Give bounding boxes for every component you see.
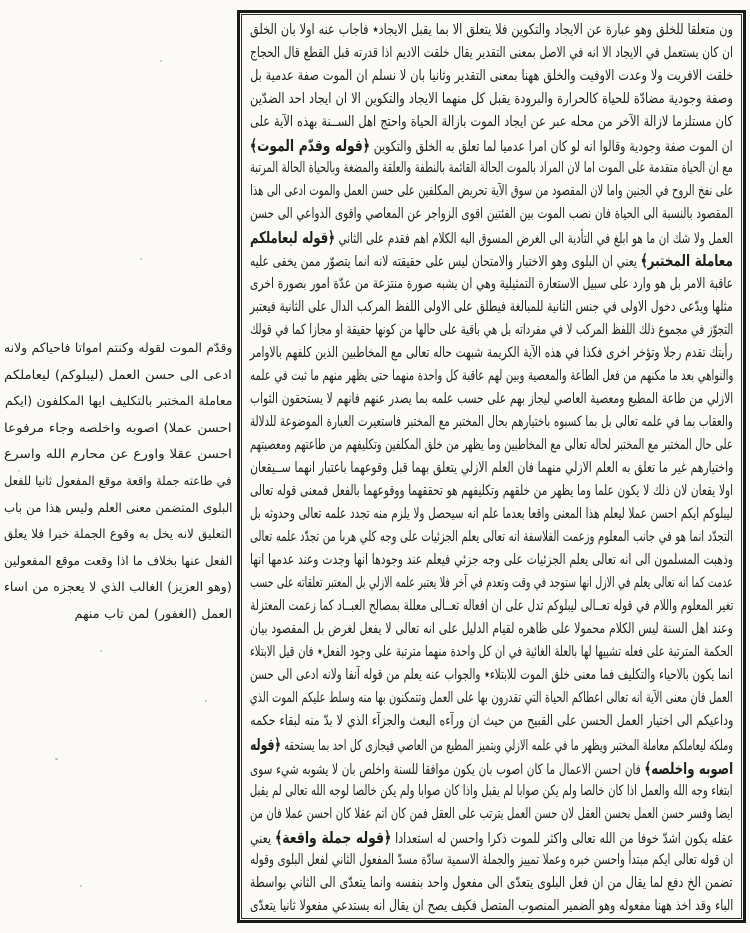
text-line (250, 157, 733, 180)
text-segment: وداعيكم الى اختيار العمل الحسن على القبيح من حيث ان ورآءه البعث والجزآء الذي لا بدّ منه لبقاء حكمه (249, 713, 733, 730)
text-segment: التجدّد انما هو في جانب المعلوم وزعمت الفلاسفة انه تعالى يعلم الجزئيات على وجه كلي هربا من تجدّد علمه تعالى (250, 529, 733, 546)
text-line (250, 342, 733, 365)
text-segment: عدمت كما انه تعالى يعلم في الازل انها ستوجد في وقت وتعدم في آخر فلا يعتبر علمه الازلي بل المعتبر تعلقاته على حسب (250, 575, 733, 592)
text-segment: العمل (الغفور) لمن تاب منهم (74, 606, 232, 622)
text-segment: الازلي من طاعة المطيع ومعصية العاصي ليجاز بهم على حسب علمه بما يصدر عنهم فانهم لا يستحقون الثواب (249, 390, 733, 407)
section-marker: ﴿قوله ليعاملكم (249, 228, 335, 248)
text-segment: الفعل عنها بخلاف ما اذا وقعت موقع المفعولين (3, 553, 232, 569)
text-segment: الحكمة المترتبة على فعله تشبيها لها بالعلة الغائية في ان كل واحدة منهما مترتبة على وجود الفعل٭ فان قيل الابتلاء (250, 644, 733, 661)
text-line (250, 687, 733, 710)
text-line (250, 88, 733, 111)
text-segment: مع ان الحياة متقدمة على الموت اما لان المراد بالموت الحالة القائمة بالنطفة والعلقة والمضغة وبالحياة الحالة المرتبة (250, 160, 733, 177)
text-line (250, 226, 733, 249)
text-segment: والنواهي بعد ما مكنهم من فعل الطاعة والمعصية وبين لهم عاقبة كل واحدة منهما حتى يظهر منهم ما ثبت في علمه (249, 367, 733, 384)
text-line (250, 65, 733, 88)
text-segment: وصفة وجودية مضادّة للحياة كالحرارة والبرودة يقبل كل منهما الايجاد والتكوين الا ان ايجاد احد الضدّين (250, 91, 733, 108)
text-line (250, 572, 733, 595)
text-line (250, 618, 733, 641)
text-segment: العمل فان معنى الآية انه تعالى اعطاكم الحياة التي تقدرون بها على العمل وتتمكنون بها منه وسلط عليكم الموت الذي (250, 690, 733, 707)
text-frame-outer-border (237, 10, 746, 923)
text-line (250, 19, 733, 42)
text-segment: البلوى المتضمن معنى العلم وليس هذا من باب (3, 500, 232, 516)
section-marker: ﴿قوله (250, 735, 281, 755)
text-line (250, 780, 733, 803)
text-segment: عاقبة الامر بل هو وارد على سبيل الاستعارة التمثيلية وهي ان يشبه صورة منتزعة من عدّة امور بصورة اخرى (249, 275, 733, 292)
text-segment: ان الموت صفة وجودية وقالوا انه لو كان امرا عدميا لما تعلق به الخلق والتكوين (370, 139, 733, 156)
text-line (250, 42, 733, 65)
text-line (250, 849, 733, 872)
text-line (250, 895, 733, 918)
text-segment: ابتغاء وجه الله والعمل اذا كان خالصا ولم يكن صوابا لم يقبل واذا كان صوابا ولم يكن خالصا لوجه الله تعالى لم يقبل (250, 782, 733, 799)
text-segment: وعند اهل السنة ليس الكلام محمولا على ظاهره لقيام الدليل على انه تعالى لا يفعل لغرض بل المقصود بيان (250, 621, 733, 638)
text-line (250, 480, 733, 503)
text-line (250, 411, 733, 434)
text-line (250, 203, 733, 226)
text-line (4, 549, 232, 576)
text-segment: انما يكون بالاحياء والتكليف فما معنى خلق الموت للابتلاء٭ والجواب عنه يعلم من قوله آنفا ولانه ادعى الى حسن (249, 667, 733, 684)
text-line (250, 664, 733, 687)
text-line (250, 434, 733, 457)
text-segment: على نفخ الروح في الجنين واما لان المقصود من سوق الآية تحريض المكلفين على حسن العمل والموت ادعى الى هذا (249, 183, 733, 200)
text-segment: مثلها ويدّعى دخول الاولى في جنس الثانية للمبالغة فيطلق على الاولى اللفظ المركب الدال على الثانية فيعتبر (250, 298, 733, 315)
text-line (250, 457, 733, 480)
text-segment: فان احسن الاعمال ما كان اصوب بان يكون موافقا للسنة واخلص بان لا يشوبه شيء سوى (249, 761, 645, 778)
text-segment: تغير المعلوم واللام في قوله تعــالى ليبلوكم تدل على ان افعاله تعــالى معللة بمصالح العبــاد كما زعمت المعتزلة (249, 598, 733, 615)
text-segment: التعليق لانه يخل به وقوع الجملة خبرا فلا يعلق (4, 527, 232, 543)
text-segment: وملكه ليعاملكم معاملة المختبر ويظهر ما في علمه الازلي ويتميز المطيع من العاصي فيجازى كل احد بما يستحقه (280, 738, 733, 755)
text-segment: تضمن الخ دفع لما يقال من ان فعل البلوى يتعدّى الى مفعول واحد بنفسه وانما يتعدّى الى الثاني بواسطة (250, 874, 733, 891)
text-line (4, 442, 232, 469)
text-segment: والعقاب بما في علمه تعالى بل بما كسبوه باختيارهم بحال المختبر مع المختبر فاستعيرت العبارة الموضوعة للدلالة (250, 413, 733, 430)
section-marker: ﴿قوله وقدّم الموت﴾ (250, 136, 371, 156)
text-line (250, 319, 733, 342)
text-line (250, 111, 733, 134)
text-line (250, 549, 733, 572)
text-segment: التجوّز في مجموع ذلك اللفظ المركب لا في مفرداته بل هي باقية على حالها من كونها حقيقة او مجازا كما في قولك (249, 321, 733, 338)
text-line (250, 249, 733, 272)
text-segment: وذهبت المسلمون الى انه تعالى يعلم الجزئيات على وجه جزئي فيعلم عند وجودها انها وجدت وعند عدمها انها (250, 552, 733, 569)
text-line (250, 180, 733, 203)
text-segment: يعني ان البلوى وهو الاختبار والامتحان ليس على حقيقته لانه انما يتصوّر ممن يخفى عليه (250, 254, 641, 271)
text-line (4, 496, 232, 523)
text-segment: كان مستلزما لازالة الآخر من محله عبر عن ايجاد الموت بازالة الحياة واحتج اهل الســنة بهذه الآية على (250, 114, 733, 131)
text-line (4, 389, 232, 416)
text-line (250, 526, 733, 549)
text-segment: اولا يقعان لان ذلك لا يكون علما وما يظهر من خلقهم وتكليفهم هو تحققهما ووقوعهما بالفعل فمعنى قوله تعالى (250, 482, 733, 499)
text-line (250, 273, 733, 296)
text-line (250, 757, 733, 780)
section-marker: معاملة المختبر﴾ (640, 251, 733, 271)
text-line (4, 336, 232, 363)
section-marker: ﴿قوله جملة واقعة﴾ (274, 827, 391, 847)
text-line (250, 872, 733, 895)
section-marker: اصوبه واخلصه﴾ (644, 758, 733, 778)
text-segment: ليبلوكم ايكم احسن عملا ليعلم هذا المعنى واقعا بعدما علم انه سيحصل ولا يلزم منه تجدد علمه تعالى وحدوثه بل (250, 505, 733, 522)
text-line (250, 710, 733, 733)
text-line (250, 595, 733, 618)
text-line (4, 363, 232, 390)
text-line (250, 365, 733, 388)
text-segment: الباء وقد اخذ ههنا مفعوله وهو الضمير المنصوب المتصل فكيف يصح ان يقال انه يستدعي مفعولا ثانيا يتعدّى (249, 897, 733, 914)
text-segment: واختيارهم غير ما تعلق به العلم الازلي منهما فان العلم الازلي يتعلق بهما قبل وقوعهما باعتبار انهما ســيقعان (249, 459, 733, 476)
text-line (250, 503, 733, 526)
text-line (4, 522, 232, 549)
text-segment: ان قوله تعالى ايكم مبتدأ واحسن خبره وعملا تمييز والجملة الاسمية سادّة مسدّ المفعول الثاني لفعل البلوى وقوله (249, 851, 733, 868)
text-segment: العمل ولا شك ان ما هو ابلغ في التأدية الى الغرض المسوق اليه الكلام اهم فقدم على الثاني (334, 231, 733, 248)
text-line (250, 134, 733, 157)
text-segment: على حال المختبر مع المختبر لحاله تعالى مع المخاطبين وما يظهر من خلق المكلفين وتكليفهم من طاعتهم ومعصيتهم (250, 436, 733, 453)
text-segment: وقدّم الموت لقوله وكنتم امواتا فاحياكم ولانه (3, 341, 232, 356)
text-line (250, 826, 733, 849)
text-segment: عقله يكون اشدّ خوفا من الله تعالى واكثر للموت ذكرا واحسن له استعدادا (390, 830, 733, 847)
text-segment: معاملة المختبر بالتكليف ايها المكلفون (ايكم (4, 394, 232, 410)
text-line (4, 575, 232, 602)
text-segment: ايضا وفسر حسن العمل بحسن العقل لان حسن العمل يترتب على العقل فمن كان اتم عقلا كان احسن عملا فان من (250, 805, 733, 822)
text-segment: (وهو العزيز) الغالب الذي لا يعجزه من اساء (4, 580, 232, 596)
text-line (250, 296, 733, 319)
text-line (4, 602, 232, 629)
text-line (4, 416, 232, 443)
text-line (4, 469, 232, 496)
main-text (242, 15, 741, 918)
margin-note (4, 336, 232, 629)
text-line (250, 803, 733, 826)
text-segment: ادعى الى حسن العمل (ليبلوكم) ليعاملكم (4, 367, 232, 383)
text-segment: رأيتك تقدم رجلا وتؤخر اخرى فكذا في هذه الآية الكريمة شبهت حاله تعالى مع المخاطبين الذين كلفهم بالاوامر (250, 344, 733, 361)
text-segment: في طاعته جملة واقعة موقع المفعول ثانيا للفعل (4, 473, 232, 489)
text-segment: ان كان يستعمل في الايجاد الا انه في الاصل بمعنى التقدير يقال خلقت الاديم اذا قدرته قبل القطع قال الحجاج (250, 45, 733, 62)
text-segment: خلقت الافريت ولا وعدت الاوفيت والخلق ههنا بمعنى التقدير وثانيا بان لا نسلم ان الموت صفة عدمية بل (249, 68, 733, 85)
text-segment: يعني (249, 830, 275, 847)
text-line (250, 641, 733, 664)
text-line (250, 733, 733, 756)
text-frame-inner-border (241, 14, 742, 919)
text-segment: احسن عقلا واورع عن محارم الله واسرع (4, 447, 232, 463)
text-line (250, 388, 733, 411)
text-segment: المقصود بالنسبة الى الحياة فان نصب الموت بين الفئتين اقوى الزواجر عن المعاصي واقوى الدواعي الى حسن (249, 206, 733, 223)
text-segment: ون متعلقا للخلق وهو عبارة عن الايجاد والتكوين فلا يتعلق الا بما يقبل الايجاد٭ فاجاب عنه اولا بان الخلق (250, 22, 733, 38)
text-segment: احسن عملا) اصوبه واخلصه وجاء مرفوعا (4, 420, 232, 436)
